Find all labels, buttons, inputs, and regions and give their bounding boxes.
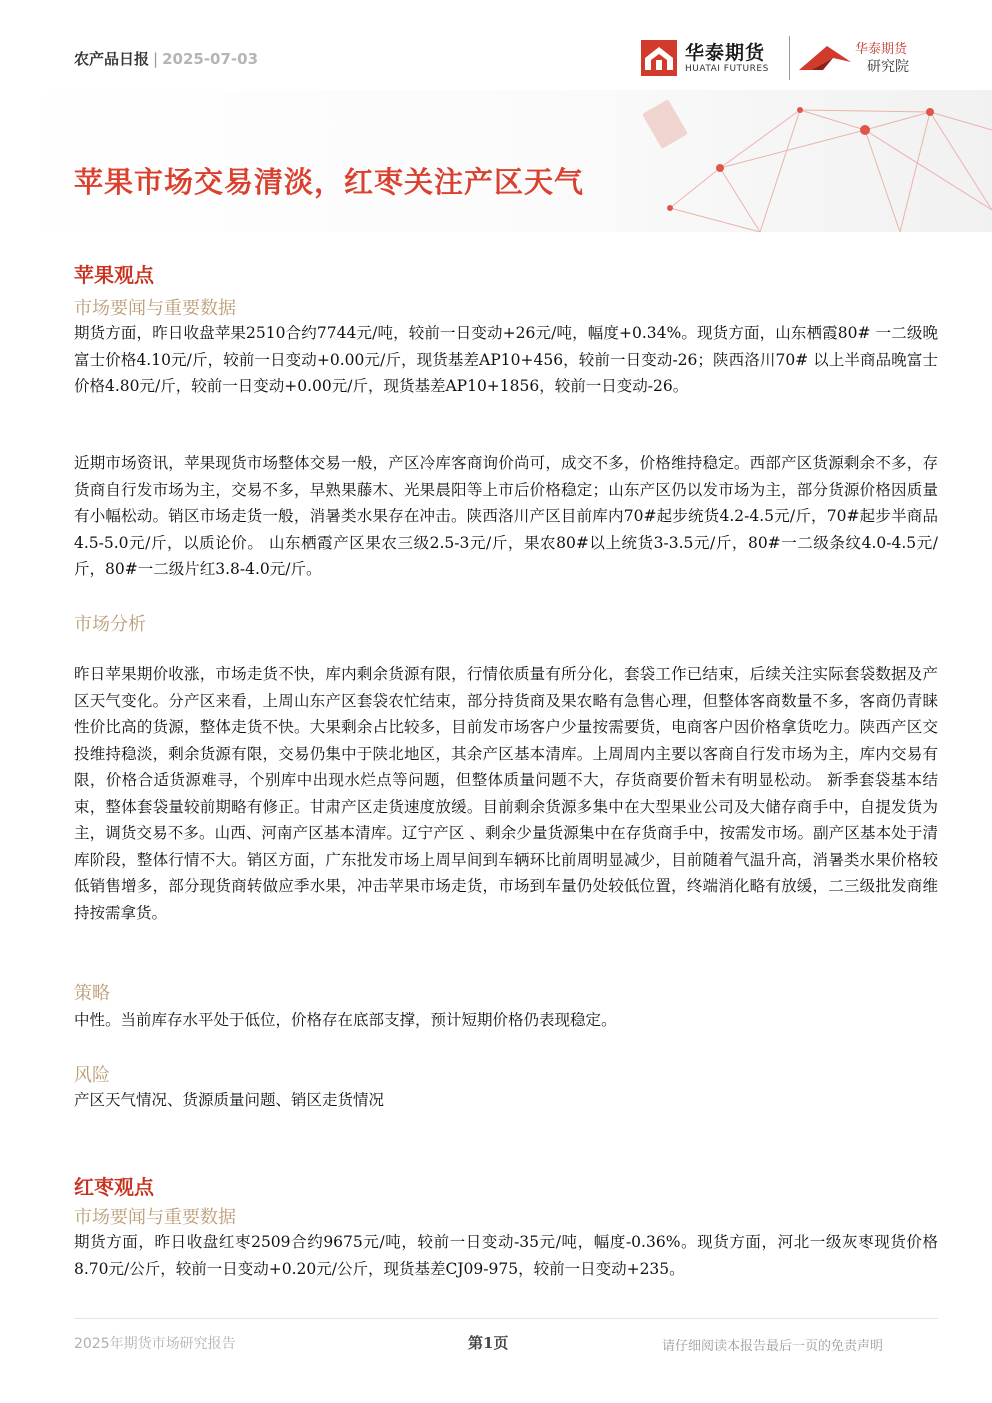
apple-section-heading: 苹果观点 bbox=[74, 263, 154, 287]
apple-analysis-subheading: 市场分析 bbox=[74, 614, 146, 635]
huatai-futures-logo bbox=[641, 38, 781, 80]
report-header bbox=[74, 48, 258, 69]
footer-disclaimer-note: 请仔细阅读本报告最后一页的免责声明 bbox=[662, 1339, 884, 1354]
page-number: 第1页 bbox=[468, 1334, 509, 1352]
institute-name-line1: 华泰期货 bbox=[855, 42, 908, 57]
footer-divider bbox=[74, 1318, 938, 1319]
jujube-news-paragraph-1: 期货方面，昨日收盘红枣2509合约9675元/吨，较前一日变动-35元/吨，幅度-0.36%。现货方面，河北一级灰枣现货价格8.70元/公斤，较前一日变动+0.20元/公斤，现货基差CJ09-975，较前一日变动+235。 bbox=[74, 1233, 938, 1278]
page-title: 苹果市场交易清淡，红枣关注产区天气 bbox=[74, 165, 585, 199]
apple-news-paragraph-1: 期货方面，昨日收盘苹果2510合约7744元/吨，较前一日变动+26元/吨，幅度+0.34%。现货方面，山东栖霞80# 一二级晚富士价格4.10元/斤，较前一日变动+0.00元/斤，现货基差AP10+456，较前一日变动-26；陕西洛川70# 以上半商品晚富士价格4.80元/斤，较前一日变动+0.00元/斤，现货基差AP10+1856，较前一日变动-26。 bbox=[74, 324, 938, 395]
apple-analysis-paragraph: 昨日苹果期价收涨，市场走货不快，库内剩余货源有限，行情依质量有所分化，套袋工作已结束，后续关注实际套袋数据及产区天气变化。分产区来看，上周山东产区套袋农忙结束，部分持货商及果农略有急售心理，但整体客商数量不多，客商仍青睐性价比高的货源，整体走货不快。大果剩余占比较多，目前发市场客户少量按需要货，电商客户因价格拿货吃力。陕西产区交投维持稳淡，剩余货源有限，交易仍集中于陕北地区，其余产区基本清库。上周周内主要以客商自行发市场为主，库内交易有限，价格合适货源难寻，个别库中出现水烂点等问题，但整体质量问题不大，存货商要价暂未有明显松动。 新季套袋基本结束，整体套袋量较前期略有修正。甘肃产区走货速度放缓。目前剩余货源多集中在大型果业公司及大储存商手中，自提发货为主，调货交易不多。山西、河南产区基本清库。辽宁产区 、剩余少量货源集中在存货商手中，按需发市场。副产区基本处于清库阶段，整体行情不大。销区方面，广东批发市场上周早间到车辆环比前周明显减少，目前随着气温升高，消暑类水果价格较低销售增多，部分现货商转做应季水果，冲击苹果市场走货，市场到车量仍处较低位置，终端消化略有放缓，二三级批发商维持按需拿货。 bbox=[74, 665, 938, 922]
apple-news-paragraph-2: 近期市场资讯，苹果现货市场整体交易一般，产区冷库客商询价尚可，成交不多，价格维持稳定。西部产区货源剩余不多，存货商自行发市场为主，交易不多，早熟果藤木、光果晨阳等上市后价格稳定；山东产区仍以发市场为主，部分货源价格因质量有小幅松动。销区市场走货一般，消暑类水果存在冲击。陕西洛川产区目前库内70#起步统货4.2-4.5元/斤，70#起步半商品4.5-5.0元/斤，以质论价。 山东栖霞产区果农三级2.5-3元/斤，果农80#以上统货3-3.5元/斤，80#一二级条纹4.0-4.5元/斤，80#一二级片红3.8-4.0元/斤。 bbox=[74, 454, 938, 578]
apple-strategy-subheading: 策略 bbox=[74, 983, 110, 1004]
jujube-section-heading: 红枣观点 bbox=[74, 1175, 154, 1199]
huatai-logo-icon bbox=[641, 40, 677, 76]
logo-chinese-name: 华泰期货 bbox=[685, 42, 766, 64]
institute-logo-icon bbox=[797, 40, 853, 74]
institute-name-line2: 研究院 bbox=[867, 59, 909, 75]
report-date: 2025-07-03 bbox=[162, 50, 259, 68]
report-type: 农产品日报 bbox=[74, 50, 150, 68]
logo-divider bbox=[789, 36, 790, 80]
logo-english-name: HUATAI FUTURES bbox=[685, 64, 769, 74]
apple-strategy-paragraph: 中性。当前库存水平处于低位，价格存在底部支撑，预计短期价格仍表现稳定。 bbox=[74, 1011, 617, 1029]
jujube-news-subheading: 市场要闻与重要数据 bbox=[74, 1207, 236, 1228]
header-separator: | bbox=[153, 50, 159, 68]
apple-news-subheading: 市场要闻与重要数据 bbox=[74, 298, 236, 319]
apple-risk-subheading: 风险 bbox=[74, 1065, 110, 1086]
apple-risk-paragraph: 产区天气情况、货源质量问题、销区走货情况 bbox=[74, 1091, 385, 1109]
research-institute-logo bbox=[797, 36, 927, 82]
footer-report-name: 2025年期货市场研究报告 bbox=[74, 1336, 236, 1352]
network-decoration bbox=[600, 90, 992, 232]
